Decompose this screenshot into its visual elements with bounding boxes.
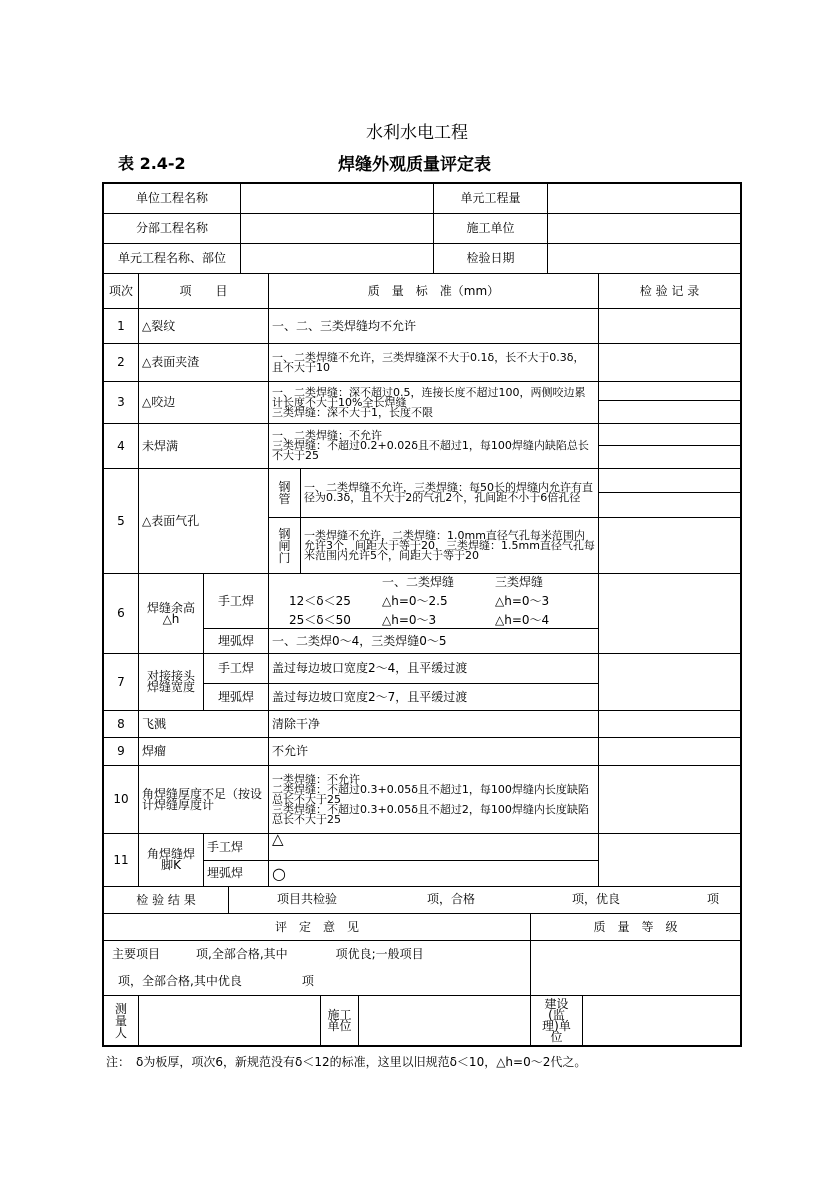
row-no: 10 bbox=[103, 765, 139, 834]
label-inspection-date: 检验日期 bbox=[433, 243, 548, 274]
result-text: 项，优良 bbox=[572, 892, 621, 906]
row-no: 11 bbox=[103, 833, 139, 887]
row-record[interactable] bbox=[598, 343, 741, 382]
label-construction-unit: 施工单位 bbox=[433, 213, 548, 244]
standard-line: 三类焊缝：不超过0.3+0.05δ且不超过2，每100焊缝内长度缺陷总长不大于25 bbox=[272, 802, 589, 826]
row-standard: 不允许 bbox=[268, 737, 599, 766]
sub-label-steel-pipe bbox=[268, 468, 301, 518]
label-text: 施工单位 bbox=[327, 1007, 352, 1033]
row-record[interactable] bbox=[598, 573, 741, 654]
row-item: △表面气孔 bbox=[138, 468, 269, 574]
standard-line: 三类焊缝：不超过0.2+0.02δ且不超过1，每100焊缝内缺陷总长不大于25 bbox=[272, 439, 589, 462]
row-item: 飞溅 bbox=[138, 710, 269, 738]
row-record[interactable] bbox=[598, 468, 741, 493]
standard-line: 一、二类焊缝：深不超过0.5，连接长度不超过100，两侧咬边累计长度不大于10%全长焊缝 bbox=[272, 385, 586, 409]
row-record[interactable] bbox=[598, 653, 741, 711]
row-item: 角焊缝焊脚K bbox=[138, 833, 204, 887]
row-record[interactable] bbox=[598, 833, 741, 887]
row-standard: 一、二类焊缝不允许，三类焊缝：每50长的焊缝内允许有直径为0.3δ，且不大于2的气孔2个，孔间距不小于6倍孔径 bbox=[300, 468, 599, 518]
row-record[interactable] bbox=[598, 737, 741, 766]
standard-line: 一、二类焊缝：不允许 bbox=[272, 429, 382, 442]
row-record[interactable] bbox=[598, 308, 741, 344]
row-no: 9 bbox=[103, 737, 139, 766]
table-number: 表 2.4-2 bbox=[118, 154, 186, 173]
row-record[interactable] bbox=[598, 765, 741, 834]
row-no: 1 bbox=[103, 308, 139, 344]
row-no: 6 bbox=[103, 573, 139, 654]
row-no: 7 bbox=[103, 653, 139, 711]
row-standard bbox=[268, 423, 599, 469]
row-item: 角焊缝厚度不足（按设计焊缝厚度计 bbox=[138, 765, 269, 834]
row-standard: 一、二、三类焊缝均不允许 bbox=[268, 308, 599, 344]
result-summary[interactable] bbox=[228, 886, 741, 914]
row-record[interactable] bbox=[598, 492, 741, 518]
row-item: 焊缝余高△h bbox=[138, 573, 204, 654]
row-no: 8 bbox=[103, 710, 139, 738]
field-unit-quantity[interactable] bbox=[547, 183, 741, 214]
sub-label-text: 钢闸门 bbox=[278, 526, 291, 565]
opinion-field[interactable] bbox=[103, 940, 531, 996]
value: △h=0～3 bbox=[382, 613, 437, 627]
field-inspection-date[interactable] bbox=[547, 243, 741, 274]
range: 25＜δ＜50 bbox=[289, 613, 351, 627]
sub-label-steel-gate bbox=[268, 517, 301, 574]
row-item: △裂纹 bbox=[138, 308, 269, 344]
col-item: 项 目 bbox=[138, 273, 269, 309]
page-title: 焊缝外观质量评定表 bbox=[338, 155, 491, 175]
opinion-line: 主要项目 项,全部合格,其中 项优良;一般项目 bbox=[112, 947, 424, 961]
row-standard: 一类焊缝不允许，二类焊缝：1.0mm直径气孔每米范围内允许3个，间距大于等于20，三类焊缝：1.5mm直径气孔每米范围内允许5个，间距大于等于20 bbox=[300, 517, 599, 574]
row-standard: 一、二类焊缝不允许，三类焊缝深不大于0.1δ，长不大于0.3δ，且不大于10 bbox=[268, 343, 599, 382]
supervision-field[interactable] bbox=[582, 995, 741, 1046]
row-standard: 一、二类焊0～4，三类焊缝0～5 bbox=[268, 628, 599, 654]
standard-line: 一类焊缝：不允许 bbox=[272, 772, 360, 786]
opinion-line: 项，全部合格,其中优良 项 bbox=[118, 974, 314, 988]
row-record[interactable] bbox=[598, 710, 741, 738]
sub-label: 埋弧焊 bbox=[203, 628, 269, 654]
row-no: 5 bbox=[103, 468, 139, 574]
header-class3: 三类焊缝 bbox=[495, 575, 544, 589]
row-record[interactable] bbox=[598, 423, 741, 446]
sub-label-text: 钢管 bbox=[278, 480, 291, 506]
value: △h=0～3 bbox=[495, 594, 550, 608]
sub-label: 手工焊 bbox=[203, 833, 269, 861]
row-standard: 盖过每边坡口宽度2～7，且平缓过渡 bbox=[268, 683, 599, 711]
triangle-icon: △ bbox=[268, 833, 599, 861]
grade-field[interactable] bbox=[530, 940, 741, 996]
label-sub-project: 分部工程名称 bbox=[103, 213, 241, 244]
label-unit-project: 单位工程名称 bbox=[103, 183, 241, 214]
field-element-project[interactable] bbox=[240, 243, 434, 274]
result-text: 项 bbox=[707, 892, 720, 906]
field-construction-unit[interactable] bbox=[547, 213, 741, 244]
construction-field[interactable] bbox=[358, 995, 531, 1046]
row-no: 3 bbox=[103, 381, 139, 424]
row-item: 焊瘤 bbox=[138, 737, 269, 766]
field-unit-project[interactable] bbox=[240, 183, 434, 214]
row-standard bbox=[268, 381, 599, 424]
col-no: 项次 bbox=[103, 273, 139, 309]
grade-label: 质 量 等 级 bbox=[530, 913, 741, 941]
field-sub-project[interactable] bbox=[240, 213, 434, 244]
row-standard: 盖过每边坡口宽度2～4，且平缓过渡 bbox=[268, 653, 599, 684]
label-text: 建设(监理)单位 bbox=[542, 996, 571, 1044]
col-record: 检 验 记 录 bbox=[598, 273, 741, 309]
opinion-label: 评 定 意 见 bbox=[103, 913, 531, 941]
row-standard bbox=[268, 573, 599, 629]
row-record[interactable] bbox=[598, 400, 741, 424]
supervision-label bbox=[530, 995, 583, 1046]
standard-line: 二类焊缝：不超过0.3+0.05δ且不超过1，每100焊缝内长度缺陷总长不大于25 bbox=[272, 782, 589, 806]
row-item: 未焊满 bbox=[138, 423, 269, 469]
row-standard: 清除干净 bbox=[268, 710, 599, 738]
result-text: 项，合格 bbox=[427, 892, 476, 906]
construction-label bbox=[320, 995, 359, 1046]
col-standard: 质 量 标 准（mm） bbox=[268, 273, 599, 309]
row-item: △表面夹渣 bbox=[138, 343, 269, 382]
sub-label: 埋弧焊 bbox=[203, 683, 269, 711]
value: △h=0～4 bbox=[495, 613, 550, 627]
measurer-field[interactable] bbox=[138, 995, 321, 1046]
row-record[interactable] bbox=[598, 517, 741, 574]
org-title: 水利水电工程 bbox=[366, 123, 468, 143]
sub-label: 手工焊 bbox=[203, 573, 269, 629]
header-class12: 一、二类焊缝 bbox=[382, 575, 455, 589]
sub-label: 手工焊 bbox=[203, 653, 269, 684]
row-standard bbox=[268, 765, 599, 834]
standard-line: 三类焊缝：深不大于1，长度不限 bbox=[272, 405, 433, 419]
footnote: 注： δ为板厚，项次6，新规范没有δ＜12的标准，这里以旧规范δ＜10，△h=0～2代之。 bbox=[106, 1055, 587, 1069]
result-label: 检 验 结 果 bbox=[103, 886, 229, 914]
row-record[interactable] bbox=[598, 445, 741, 469]
circle-icon: ○ bbox=[268, 860, 599, 887]
result-text: 项目共检验 bbox=[277, 892, 338, 906]
label-element-project: 单元工程名称、部位 bbox=[103, 243, 241, 274]
row-record[interactable] bbox=[598, 381, 741, 401]
row-no: 4 bbox=[103, 423, 139, 469]
measurer-label bbox=[103, 995, 139, 1046]
row-item: 对接接头焊缝宽度 bbox=[138, 653, 204, 711]
range: 12＜δ＜25 bbox=[289, 594, 351, 608]
value: △h=0～2.5 bbox=[382, 594, 448, 608]
row-item: △咬边 bbox=[138, 381, 269, 424]
label-unit-quantity: 单元工程量 bbox=[433, 183, 548, 214]
label-text: 测量人 bbox=[115, 1001, 128, 1040]
row-no: 2 bbox=[103, 343, 139, 382]
sub-label: 埋弧焊 bbox=[203, 860, 269, 887]
